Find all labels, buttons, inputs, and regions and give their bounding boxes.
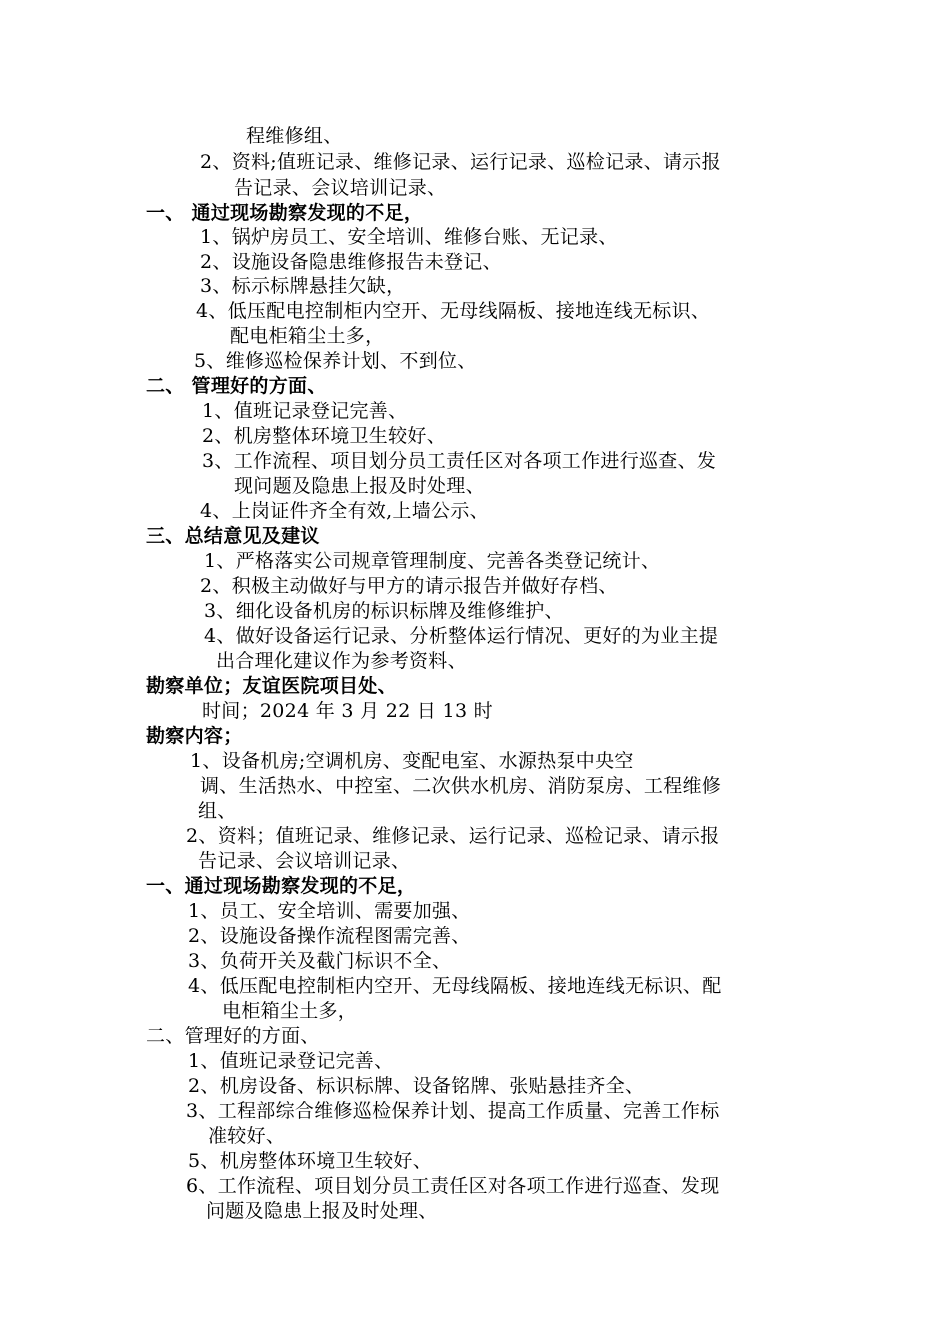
text-line: 告记录、会议培训记录、 — [234, 177, 447, 199]
text-line: 5、机房整体环境卫生较好、 — [188, 1150, 432, 1172]
section-heading: 二、管理好的方面、 — [146, 1025, 320, 1047]
text-line: 1、员工、安全培训、需要加强、 — [188, 900, 471, 922]
text-line: 1、值班记录登记完善、 — [202, 400, 408, 422]
text-line: 2、机房设备、标识标牌、设备铭牌、张贴悬挂齐全、 — [188, 1075, 645, 1097]
text-line: 3、工程部综合维修巡检保养计划、提高工作质量、完善工作标 — [186, 1100, 720, 1122]
text-line: 组、 — [198, 800, 237, 822]
text-line: 2、机房整体环境卫生较好、 — [202, 425, 446, 447]
section-heading: 一、通过现场勘察发现的不足， — [146, 875, 417, 897]
text-line: 4、上岗证件齐全有效,上墙公示、 — [200, 500, 489, 522]
text-line: 4、做好设备运行记录、分析整体运行情况、更好的为业主提 — [204, 625, 719, 647]
text-line: 电柜箱尘土多， — [222, 1000, 358, 1022]
section-heading: 勘察单位；友谊医院项目处、 — [146, 675, 397, 697]
text-line: 准较好、 — [208, 1125, 286, 1147]
text-line: 调、生活热水、中控室、二次供水机房、消防泵房、工程维修 — [200, 775, 722, 797]
text-line: 5、维修巡检保养计划、不到位、 — [194, 350, 477, 372]
text-line: 3、工作流程、项目划分员工责任区对各项工作进行巡查、发 — [202, 450, 717, 472]
text-line: 3、细化设备机房的标识标牌及维修维护、 — [204, 600, 564, 622]
text-line: 1、严格落实公司规章管理制度、完善各类登记统计、 — [204, 550, 661, 572]
text-line: 告记录、会议培训记录、 — [198, 850, 411, 872]
text-line: 程维修组、 — [246, 125, 343, 147]
text-line: 时间；2024 年 3 月 22 日 13 时 — [202, 700, 493, 722]
section-heading: 勘察内容； — [146, 725, 243, 747]
section-heading: 一、 通过现场勘察发现的不足， — [146, 202, 424, 224]
text-line: 6、工作流程、项目划分员工责任区对各项工作进行巡查、发现 — [186, 1175, 720, 1197]
section-heading: 二、 管理好的方面、 — [146, 375, 327, 397]
text-line: 4、低压配电控制柜内空开、无母线隔板、接地连线无标识、配 — [188, 975, 722, 997]
text-line: 1、值班记录登记完善、 — [188, 1050, 394, 1072]
text-line: 现问题及隐患上报及时处理、 — [234, 475, 485, 497]
text-line: 问题及隐患上报及时处理、 — [206, 1200, 438, 1222]
text-line: 1、锅炉房员工、安全培训、维修台账、无记录、 — [200, 226, 618, 248]
text-line: 3、标示标牌悬挂欠缺， — [200, 275, 406, 297]
text-line: 2、资料;值班记录、维修记录、运行记录、巡检记录、请示报 — [200, 151, 721, 173]
text-line: 2、设施设备隐患维修报告未登记、 — [200, 251, 502, 273]
text-line: 2、积极主动做好与甲方的请示报告并做好存档、 — [200, 575, 618, 597]
text-line: 配电柜箱尘土多， — [230, 325, 385, 347]
text-line: 4、低压配电控制柜内空开、无母线隔板、接地连线无标识、 — [196, 300, 711, 322]
text-line: 2、资料；值班记录、维修记录、运行记录、巡检记录、请示报 — [186, 825, 720, 847]
text-line: 1、设备机房;空调机房、变配电室、水源热泵中央空 — [190, 750, 634, 772]
text-line: 3、负荷开关及截门标识不全、 — [188, 950, 452, 972]
section-heading: 三、总结意见及建议 — [146, 525, 320, 547]
text-line: 2、设施设备操作流程图需完善、 — [188, 925, 471, 947]
text-line: 出合理化建议作为参考资料、 — [216, 650, 467, 672]
